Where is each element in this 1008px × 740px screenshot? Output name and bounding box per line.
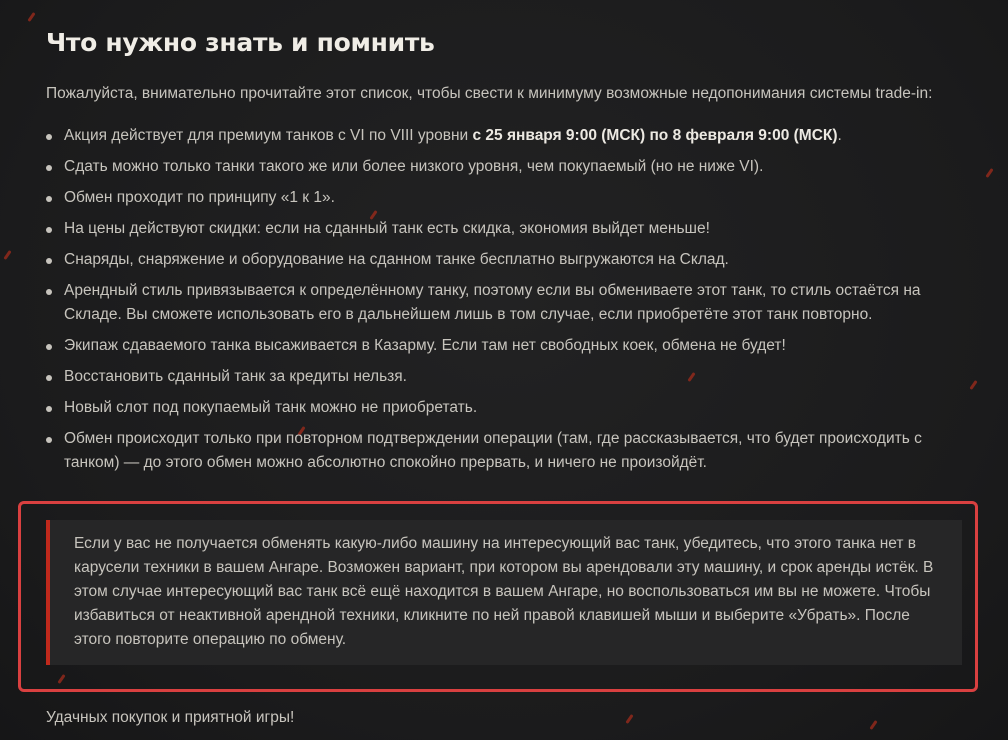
list-item-text: Обмен происходит только при повторном подтверждении операции (там, где рассказывается, что будет происходить с танком) — до этого обмен можно абсолютно спокойно прервать, и ничего не произойдёт. <box>64 430 922 471</box>
list-item-text: Восстановить сданный танк за кредиты нельзя. <box>64 368 407 385</box>
list-item <box>46 279 966 327</box>
page-title: Что нужно знать и помнить <box>46 28 435 57</box>
list-item-text: Сдать можно только танки такого же или более низкого уровня, чем покупаемый (но не ниже VI). <box>64 158 764 175</box>
list-item <box>46 396 966 420</box>
list-item-text: Экипаж сдаваемого танка высаживается в Казарму. Если там нет свободных коек, обмена не будет! <box>64 337 786 354</box>
article <box>46 0 966 482</box>
list-item <box>46 365 966 389</box>
list-item-text: На цены действуют скидки: если на сданный танк есть скидка, экономия выйдет меньше! <box>64 220 710 237</box>
list-item-text: Снаряды, снаряжение и оборудование на сданном танке бесплатно выгружаются на Склад. <box>64 251 729 268</box>
spark-decoration <box>969 380 977 390</box>
spark-decoration <box>625 714 633 724</box>
list-item-text: Арендный стиль привязывается к определённому танку, поэтому если вы обмениваете этот танк, то стиль остаётся на Складе. Вы сможете использовать его в дальнейшем лишь в том случае, если приобретёте этот танк повторно. <box>64 282 921 323</box>
list-item <box>46 155 966 179</box>
list-item-text: Новый слот под покупаемый танк можно не приобретать. <box>64 399 478 416</box>
list-item-text: Акция действует для премиум танков с VI по VIII уровни <box>64 127 473 144</box>
list-item-text: Обмен проходит по принципу «1 к 1». <box>64 189 335 206</box>
spark-decoration <box>3 250 11 260</box>
note-text: Если у вас не получается обменять какую-либо машину на интересующий вас танк, убедитесь, что этого танка нет в карусели техники в вашем Ангаре. Возможен вариант, при котором вы арендовали эту машину, и срок аренды истёк. В этом случае интересующий вас танк всё ещё находится в вашем Ангаре, но воспользоваться им вы не можете. Чтобы избавиться от неактивной арендной техники, кликните по ней правой клавишей мыши и выберите «Убрать». После этого повторите операцию по обмену. <box>74 535 934 648</box>
list-item-tail: . <box>837 127 842 144</box>
rules-list <box>46 124 966 475</box>
spark-decoration <box>869 720 877 730</box>
spark-decoration <box>985 168 993 178</box>
closing-text: Удачных покупок и приятной игры! <box>46 709 295 726</box>
list-item <box>46 427 966 475</box>
promo-dates: с 25 января 9:00 (МСК) по 8 февраля 9:00 (МСК) <box>472 127 838 144</box>
list-item <box>46 334 966 358</box>
list-item <box>46 248 966 272</box>
list-item <box>46 186 966 210</box>
list-item <box>46 124 966 148</box>
highlight-frame <box>18 501 978 692</box>
list-item <box>46 217 966 241</box>
intro-text: Пожалуйста, внимательно прочитайте этот список, чтобы свести к минимуму возможные недопонимания системы trade-in: <box>46 85 933 102</box>
spark-decoration <box>27 12 35 22</box>
